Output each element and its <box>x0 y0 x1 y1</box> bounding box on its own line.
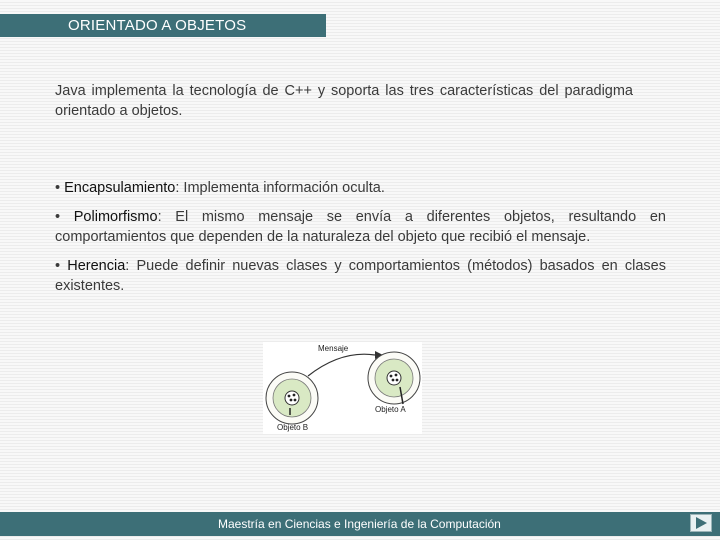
message-label: Mensaje <box>318 344 349 353</box>
footer-text: Maestría en Ciencias e Ingeniería de la Computación <box>218 517 501 531</box>
next-slide-button[interactable] <box>690 514 712 532</box>
play-next-icon <box>691 515 711 531</box>
object-b <box>266 372 318 424</box>
bullet-text: : Implementa información oculta. <box>175 180 385 196</box>
bullet-herencia <box>55 256 666 296</box>
bullet-term: Encapsulamiento <box>64 180 176 196</box>
message-diagram-svg <box>263 342 422 434</box>
message-arrow <box>308 354 375 376</box>
slide-title: ORIENTADO A OBJETOS <box>0 14 326 37</box>
message-diagram <box>263 342 422 434</box>
bullet-marker: • <box>55 258 61 274</box>
intro-paragraph: Java implementa la tecnología de C++ y soporta las tres características del paradigma orientado a objetos. <box>55 83 633 119</box>
bullet-text: : El mismo mensaje se envía a diferentes objetos, resultando en comportamientos que dependen de la naturaleza del objeto que recibió el mensaje. <box>55 209 666 245</box>
bullet-term: Herencia <box>67 258 126 274</box>
bullet-marker: • <box>55 209 61 225</box>
bullet-encapsulamiento <box>55 178 666 198</box>
bullet-marker: • <box>55 180 61 196</box>
bullet-polimorfismo <box>55 207 666 247</box>
bullet-text: : Puede definir nuevas clases y comportamientos (métodos) basados en clases existentes. <box>55 258 666 294</box>
footer-bar <box>0 512 720 536</box>
object-a-label: Objeto A <box>375 405 406 414</box>
object-b-label: Objeto B <box>277 423 309 432</box>
bullet-term: Polimorfismo <box>73 209 158 225</box>
object-a <box>368 352 420 404</box>
